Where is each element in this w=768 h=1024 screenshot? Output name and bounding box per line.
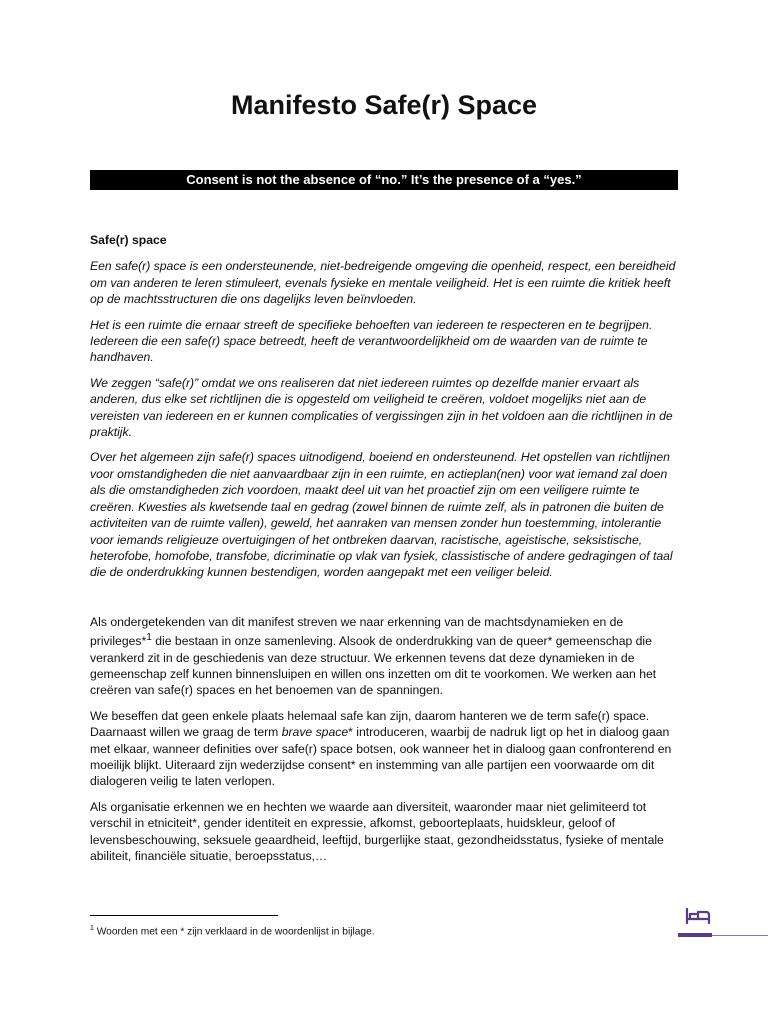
footnote-number: 1 [90, 925, 94, 932]
brave-space-term: brave space [281, 725, 349, 740]
footnote [90, 922, 650, 939]
paragraph-3: We zeggen “safe(r)” omdat we ons realiseren dat niet iedereen ruimtes op dezelfde manier ervaart als anderen, dus elke set richtlijnen die is opgesteld om veiligheid te creëren, voldoet mogelijks niet aan de vereisten van iedereen en er kunnen complicaties of vergissingen zijn in het voldoen aan die richtlijnen in de praktijk. [90, 375, 673, 440]
paragraph-4: Over het algemeen zijn safe(r) spaces uitnodigend, boeiend en ondersteunend. Het opstellen van richtlijnen voor omstandigheden die niet aanvaardbaar zijn in een ruimte, en actieplan(nen) voor wat iemand zal doen als die omstandigheden zich voordoen, maakt deel uit van het proactief zijn om een veiligere ruimte te creëren. Kwesties als kwetsende taal en gedrag (zowel binnen de ruimte zelf, als in patronen die buiten de activiteiten van de ruimte vallen), geweld, het aanraken van mensen zonder hun toestemming, intolerantie voor iemands religieuze overtuigingen of het ontbreken daarvan, racistische, ageistische, seksistische, heterofobe, homofobe, transfobe, dicriminatie op vlak van fysiek, classistische of andere gedragingen of taal die de onderdrukking kunnen bestendigen, worden aangepakt met een veiliger beleid. [90, 450, 673, 580]
paragraph-6-text-b: * introduceren, waarbij de nadruk ligt op het in dialoog gaan met elkaar, wanneer definities over safe(r) space botsen, ook wanneer het in dialoog gaan confronterend en moeilijk blijkt. Uiteraard zijn wederzijdse consent* en instemming van alle partijen een voorwaarde om dit dialogeren veilig te laten verlopen. [90, 725, 672, 789]
paragraph-5-text-a: Als ondergetekenden van dit manifest streven we naar erkenning van de machtsdynamieken en de privileges* [90, 614, 624, 649]
paragraph-2: Het is een ruimte die ernaar streeft de specifieke behoeften van iedereen te respecteren en te begrijpen. Iedereen die een safe(r) space betreedt, heeft de verantwoordelijkheid om de waarden van de ruimte te handhaven. [90, 317, 653, 365]
paragraph-5 [90, 614, 680, 699]
bed-icon [684, 906, 712, 926]
section-heading: Safe(r) space [90, 233, 167, 247]
footnote-divider [90, 915, 278, 916]
page-title: Manifesto Safe(r) Space [230, 90, 538, 120]
paragraph-5-text-b: die bestaan in onze samenleving. Alsook de onderdrukking van de queer* gemeenschap die verankerd zit in de geschiedenis van deze structuur. We erkennen tevens dat deze dynamieken in de gemeenschap zelf kunnen binnensluipen en willen ons inzetten om dit te voorkomen. We werken aan het creëren van safe(r) spaces en het benoemen van de spanningen. [90, 634, 657, 698]
paragraph-6 [90, 708, 680, 790]
accent-line [712, 935, 768, 936]
footnote-text: Woorden met een * zijn verklaard in de woordenlijst in bijlage. [93, 926, 375, 938]
paragraph-6-text-a: We beseffen dat geen enkele plaats helemaal safe kan zijn, daarom hanteren we de term safe(r) space. Daarnaast willen we graag de term [90, 708, 650, 740]
paragraph-1: Een safe(r) space is een ondersteunende, niet-bedreigende omgeving die openheid, respect, een bereidheid om van anderen te leren stimuleert, evenals fysieke en mentale veiligheid. Het is een ruimte die kritiek heeft op de machtsstructuren die ons dagelijks leven beïnvloeden. [90, 259, 676, 307]
document-body [90, 232, 680, 873]
paragraph-7: Als organisatie erkennen we en hechten we waarde aan diversiteit, waaronder maar niet gelimiteerd tot verschil in etniciteit*, gender identiteit en expressie, afkomst, geboorteplaats, huidskleur, geloof of levensbeschouwing, seksuele geaardheid, leeftijd, burgerlijke staat, gezondheidsstatus, fysieke of mentale abiliteit, financiële situatie, beroepsstatus,… [90, 799, 664, 864]
consent-banner: Consent is not the absence of “no.” It’s the presence of a “yes.” [90, 170, 678, 190]
section-gap [90, 590, 680, 614]
footnote-ref[interactable]: 1 [146, 632, 152, 644]
accent-bar [678, 933, 712, 937]
